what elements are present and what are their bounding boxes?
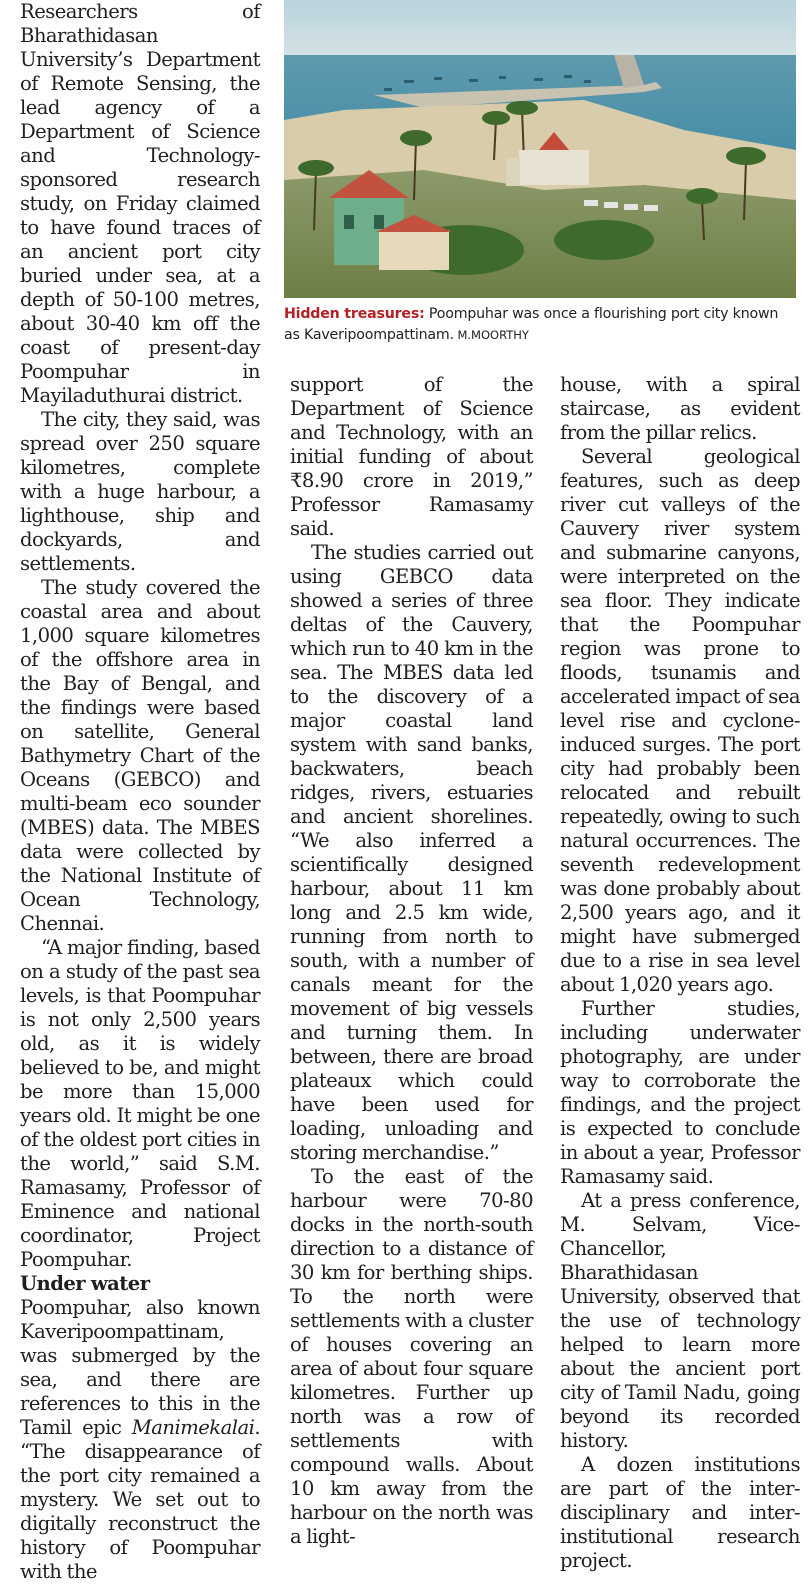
article-paragraph: To the east of the harbour were 70-80 docks in the north-south direction to a distance of 30 km for berthing ships. To the north were settlements with a cluster of houses covering an area of about four square kilometres. Further up north was a row of settlements with compound walls. About 10 km away from the harbour on the north was a light- (290, 1165, 533, 1548)
article-paragraph: Researchers of Bharathidasan University’s Department of Remote Sensing, the lead agency of a Department of Science and Technology-sponsored research study, on Friday claimed to have found traces of an ancient port city buried under sea, at a depth of 50-100 metres, about 30-40 km off the coast of present-day Poompuhar in Mayiladuthurai district. (20, 0, 260, 407)
article-paragraph: support of the Department of Science and Technology, with an initial funding of about ₹8.90 crore in 2019,” Professor Ramasamy said. (290, 373, 533, 540)
article-paragraph: At a press conference, M. Selvam, Vice-Chancellor, Bharathidasan University, observed that the use of technology helped to learn more about the ancient port city of Tamil Nadu, going beyond its recorded history. (560, 1189, 800, 1452)
coastal-photo-image (284, 0, 796, 298)
article-paragraph: Further studies, including underwater photography, are under way to corroborate the findings, and the project is expected to conclude in about a year, Professor Ramasamy said. (560, 997, 800, 1188)
article-paragraph: house, with a spiral staircase, as evident from the pillar relics. (560, 373, 800, 444)
article-paragraph: The studies carried out using GEBCO data showed a series of three deltas of the Cauvery, which run to 40 km in the sea. The MBES data led to the discovery of a major coastal land system with sand banks, backwaters, beach ridges, rivers, estuaries and ancient shorelines. “We also inferred a scientifically designed harbour, about 11 km long and 2.5 km wide, running from north to south, with a number of canals meant for the movement of big vessels and turning them. In between, there are broad plateaux which could have been used for loading, unloading and storing merchandise.” (290, 541, 533, 1164)
article-paragraph: Several geological features, such as deep river cut valleys of the Cauvery river system and submarine canyons, were interpreted on the sea floor. They indicate that the Poompuhar region was prone to floods, tsunamis and accelerated impact of sea level rise and cyclone-induced surges. The port city had probably been relocated and rebuilt repeatedly, owing to such natural occurrences. The seventh redevelopment was done probably about 2,500 years ago, and it might have submerged due to a rise in sea level about 1,020 years ago. (560, 445, 800, 996)
paragraph-text: Poompuhar, also known Kaveripoompattinam, was submerged by the sea, and there are references to this in the Tamil epic (20, 1296, 260, 1439)
article-column-1 (20, 0, 260, 1584)
article-column-2 (290, 373, 533, 1549)
caption-lead: Hidden treasures: (284, 306, 425, 322)
article-paragraph (20, 1296, 260, 1584)
article-column-3 (560, 373, 800, 1573)
epic-title: Manimekalai (131, 1416, 255, 1439)
subheading: Under water (20, 1272, 150, 1295)
paragraph-text: . “The disappearance of the port city remained a mystery. We set out to digitally reconstruct the history of Poompuhar with the (20, 1416, 260, 1583)
article-paragraph: “A major finding, based on a study of the past sea levels, is that Poompuhar is not only 2,500 years old, as it is widely believed to be, and might be more than 15,000 years old. It might be one of the oldest port cities in the world,” said S.M. Ramasamy, Professor of Eminence and national coordinator, Project Poompuhar. (20, 936, 260, 1271)
article-paragraph: The city, they said, was spread over 250 square kilometres, complete with a huge harbour, a lighthouse, ship and dockyards, and settlements. (20, 408, 260, 575)
article-paragraph: A dozen institutions are part of the inter-disciplinary and inter-institutional research project. (560, 1453, 800, 1572)
caption-text: Poompuhar was once a flourishing port city known as Kaveripoompattinam. (284, 306, 779, 343)
article-photo (284, 0, 796, 298)
article-paragraph: The study covered the coastal area and about 1,000 square kilometres of the offshore area in the Bay of Bengal, and the findings were based on satellite, General Bathymetry Chart of the Oceans (GEBCO) and multi-beam eco sounder (MBES) data. The MBES data were collected by the National Institute of Ocean Technology, Chennai. (20, 576, 260, 935)
photo-caption (284, 304, 796, 346)
photo-credit: M.MOORTHY (453, 328, 529, 342)
